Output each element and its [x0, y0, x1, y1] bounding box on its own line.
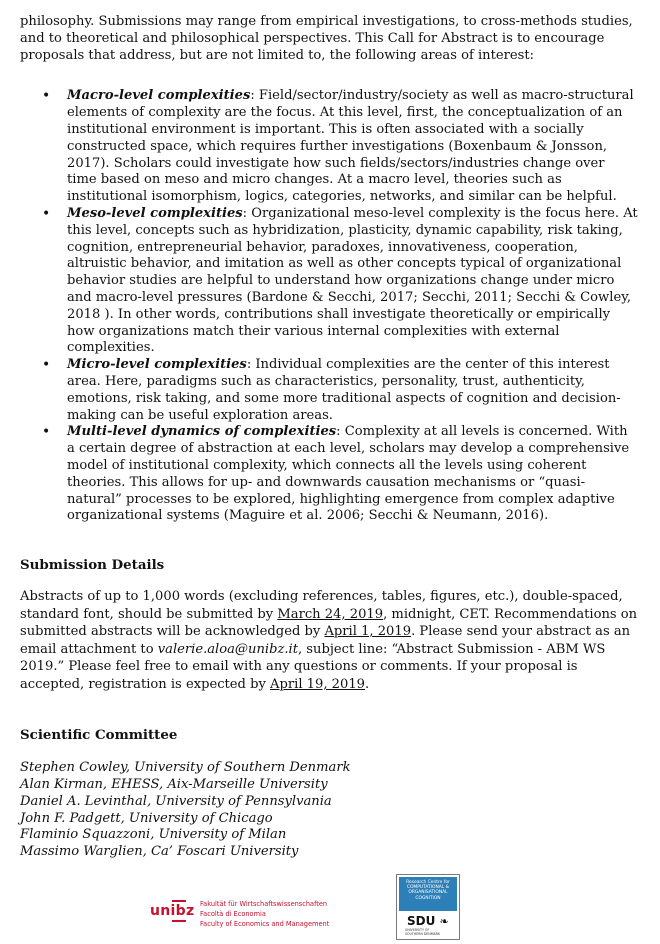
areas-of-interest-list — [20, 88, 638, 525]
unibz-faculty-text: Fakultät für Wirtschaftswissenschaften Facoltà di Economia Faculty of Economics and Management — [200, 900, 330, 928]
list-item — [67, 88, 638, 206]
area-title: Micro-level complexities — [67, 357, 247, 373]
area-title: Macro-level complexities — [67, 88, 251, 104]
sdu-university-label: UNIVERSITY OF SOUTHERN DENMARK — [405, 928, 440, 936]
committee-member: Alan Kirman, EHESS, Aix-Marseille University — [20, 777, 328, 793]
footer-logos — [0, 872, 660, 944]
committee-member: Stephen Cowley, University of Southern Denmark — [20, 760, 351, 776]
committee-member: Massimo Warglien, Ca’ Foscari University — [20, 844, 299, 860]
contact-email[interactable]: valerie.aloa@unibz.it — [157, 641, 298, 657]
sdu-swirl-icon: ❧ — [439, 915, 449, 928]
sdu-centre-label: Research Centre for COMPUTATIONAL & ORGANISATIONAL COGNITION — [399, 877, 457, 911]
acknowledgement-date: April 1, 2019 — [324, 624, 412, 640]
submission-paragraph: Abstracts of up to 1,000 words (excluding references, tables, figures, etc.), double-spaced, standard font, should be submitted by March 24, 2019, midnight, CET. Recommendations on submitted abstracts will be acknowledged by April 1, 2019. Please send your abstract as an email attachment to valerie.aloa@unibz.it, subject line: “Abstract Submission - ABM WS 2019.” Please feel free to email with any questions or comments. If your proposal is accepted, registration is expected by April 19, 2019. — [20, 588, 638, 692]
committee-list — [20, 760, 638, 861]
area-text: : Individual complexities are the center of this interest area. Here, paradigms such as characteristics, personality, trust, authenticity, emotions, risk taking, and some more traditional aspects of cognition and decision-making can be useful exploration areas. — [67, 357, 621, 423]
intro-paragraph: philosophy. Submissions may range from empirical investigations, to cross-methods studies, and to theoretical and philosophical perspectives. This Call for Abstract is to encourage proposals that address, but are not limited to, the following areas of interest: — [20, 14, 633, 63]
deadline-date: March 24, 2019 — [277, 606, 384, 622]
sdu-wordmark: SDU ❧ — [407, 914, 449, 928]
committee-member: John F. Padgett, University of Chicago — [20, 810, 273, 826]
submission-heading: Submission Details — [20, 557, 165, 574]
area-title: Meso-level complexities — [67, 205, 243, 221]
registration-date: April 19, 2019 — [270, 676, 365, 692]
unibz-wordmark: unibz — [150, 903, 195, 919]
unibz-logo — [150, 886, 360, 926]
list-item — [67, 424, 638, 525]
area-text: : Complexity at all levels is concerned. With a certain degree of abstraction at each level, scholars may develop a comprehensive model of institutional complexity, which connects all the levels using coherent theories. This allows for up- and downwards causation mechanisms or “quasi-natural” processes to be explored, highlighting emergence from complex adaptive organizational systems (Maguire et al. 2006; Secchi & Neumann, 2016). — [67, 424, 630, 524]
list-item — [67, 206, 638, 357]
sdu-logo — [396, 874, 460, 940]
area-text: : Organizational meso-level complexity is the focus here. At this level, concepts such as hybridization, plasticity, dynamic capability, risk taking, cognition, entrepreneurial behavior, paradoxes, innovativeness, cooperation, altruistic behavior, and imitation as well as other concepts typical of organizational behavior studies are helpful to understand how organizations change under micro and macro-level pressures (Bardone & Secchi, 2017; Secchi, 2011; Secchi & Cowley, 2018 ). In other words, contributions shall investigate theoretically or empirically how organizations match their various internal complexities with external complexities. — [67, 205, 638, 356]
document-page — [20, 14, 638, 861]
area-text: : Field/sector/industry/society as well as macro-structural elements of complexity are the focus. At this level, first, the conceptualization of an institutional environment is important. This is often associated with a socially constructed space, which requires further investigations (Boxenbaum & Jonsson, 2017). Scholars could investigate how such fields/sectors/industries change over time based on meso and micro changes. At a macro level, theories such as institutional isomorphism, logics, categories, networks, and similar can be helpful. — [67, 88, 634, 205]
committee-heading: Scientific Committee — [20, 727, 178, 744]
list-item — [67, 357, 638, 424]
committee-member: Daniel A. Levinthal, University of Pennsylvania — [20, 793, 332, 809]
committee-member: Flaminio Squazzoni, University of Milan — [20, 827, 287, 843]
area-title: Multi-level dynamics of complexities — [67, 424, 337, 440]
